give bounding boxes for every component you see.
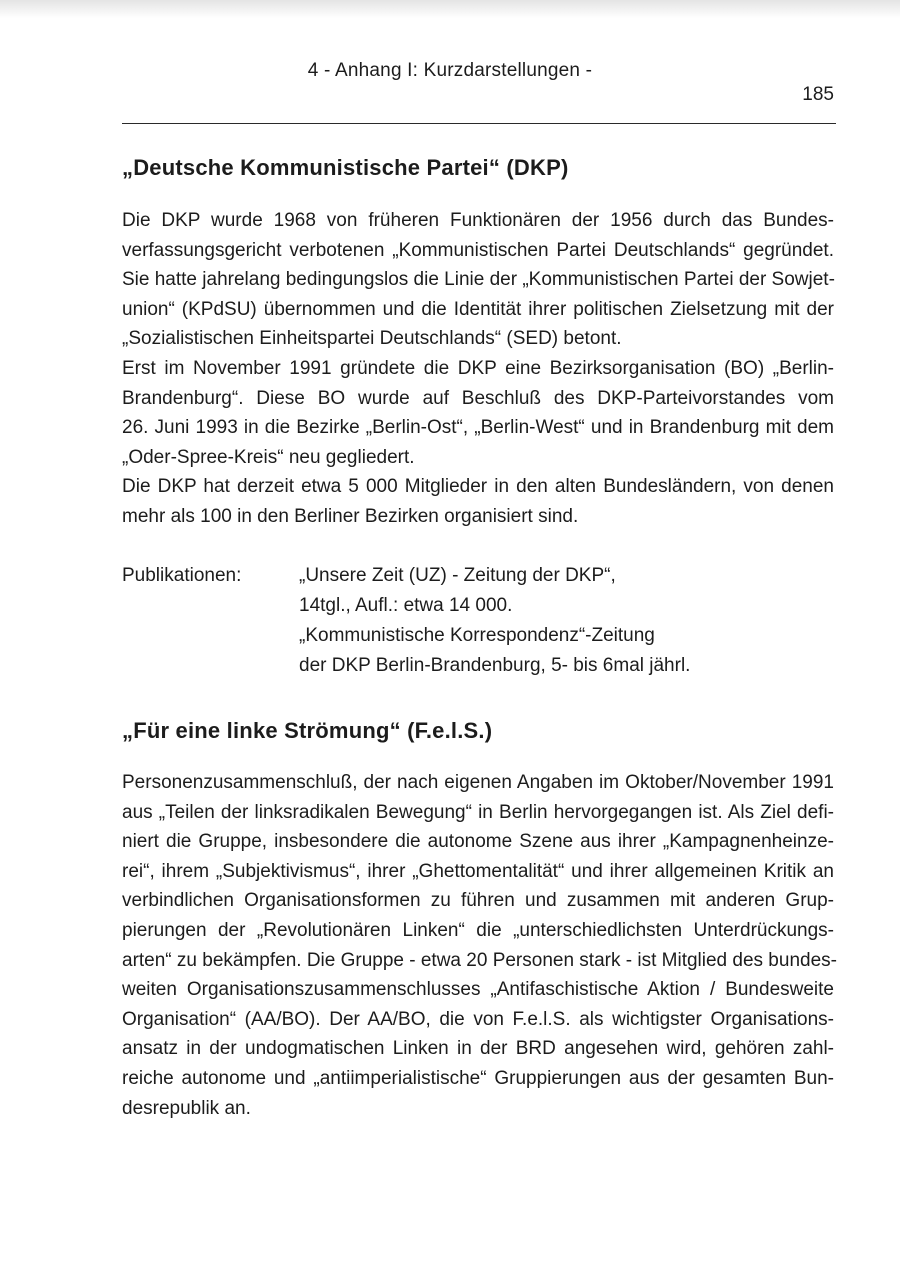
text-line: pierungen der „Revolutionären Linken“ die „unterschiedlichsten Unterdrückungs- [122,919,834,941]
text-line: Personenzusammenschluß, der nach eigenen Angaben im Oktober/November 1991 [122,772,834,793]
text-line: mehr als 100 in den Berliner Bezirken organisiert sind. [122,505,579,527]
page-number: 185 [802,84,834,105]
publications-list [299,561,690,681]
section-title-dkp: „Deutsche Kommunistische Partei“ (DKP) [122,155,569,180]
text-line: weiten Organisationszusammenschlusses „Antifaschistische Aktion / Bundesweite [122,979,834,1001]
text-line: Brandenburg“. Diese BO wurde auf Beschluß des DKP-Parteivorstandes vom [122,387,834,409]
text-line: Die DKP hat derzeit etwa 5 000 Mitglieder in den alten Bundesländern, von denen [122,476,834,498]
text-line: ansatz in der undogmatischen Linken in der BRD angesehen wird, gehören zahl- [122,1038,834,1060]
text-line: aus „Teilen der linksradikalen Bewegung“ in Berlin hervorgegangen ist. Als Ziel defi- [122,801,834,823]
text-line: reiche autonome und „antiimperialistische“ Gruppierungen aus der gesamten Bun- [122,1067,834,1089]
text-line: Sie hatte jahrelang bedingungslos die Linie der „Kommunistischen Partei der Sowjet- [122,269,835,291]
text-line: niert die Gruppe, insbesondere die autonome Szene aus ihrer „Kampagnenheinze- [122,831,834,853]
publications-label: Publikationen: [122,565,242,586]
scan-shadow [0,0,900,18]
section-title-feis: „Für eine linke Strömung“ (F.e.l.S.) [122,718,493,743]
publication-line: 14tgl., Aufl.: etwa 14 000. [299,595,513,616]
paragraph-feis [122,768,837,1123]
running-head: 4 - Anhang I: Kurzdarstellungen - [307,60,593,81]
text-line: 26. Juni 1993 in die Bezirke „Berlin-Ost“, „Berlin-West“ und in Brandenburg mit dem [122,417,834,439]
text-line: Erst im November 1991 gründete die DKP eine Bezirksorganisation (BO) „Berlin- [122,357,834,379]
text-line: verfassungsgericht verbotenen „Kommunistischen Partei Deutschlands“ gegründet. [122,239,834,261]
text-line: rei“, ihrem „Subjektivismus“, ihrer „Ghettomentalität“ und ihrer allgemeinen Kritik an [122,860,834,882]
text-line: union“ (KPdSU) übernommen und die Identität ihrer politischen Zielsetzung mit der [122,298,834,320]
text-line: arten“ zu bekämpfen. Die Gruppe - etwa 20 Personen stark - ist Mitglied des bundes- [122,949,837,971]
text-line: verbindlichen Organisationsformen zu führen und zusammen mit anderen Grup- [122,890,834,912]
text-line: „Oder-Spree-Kreis“ neu gegliedert. [122,446,415,468]
text-line: Die DKP wurde 1968 von früheren Funktionären der 1956 durch das Bundes- [122,210,834,231]
paragraph-dkp [122,206,834,532]
text-line: Organisation“ (AA/BO). Der AA/BO, die von F.e.l.S. als wichtigster Organisations- [122,1008,834,1030]
publication-line: der DKP Berlin-Brandenburg, 5- bis 6mal jährl. [299,655,691,676]
publication-line: „Kommunistische Korrespondenz“-Zeitung [299,625,655,646]
header-rule [122,123,836,124]
text-line: „Sozialistischen Einheitspartei Deutschlands“ (SED) betont. [122,328,622,350]
publication-line: „Unsere Zeit (UZ) - Zeitung der DKP“, [299,565,616,586]
text-line: desrepublik an. [122,1097,251,1119]
